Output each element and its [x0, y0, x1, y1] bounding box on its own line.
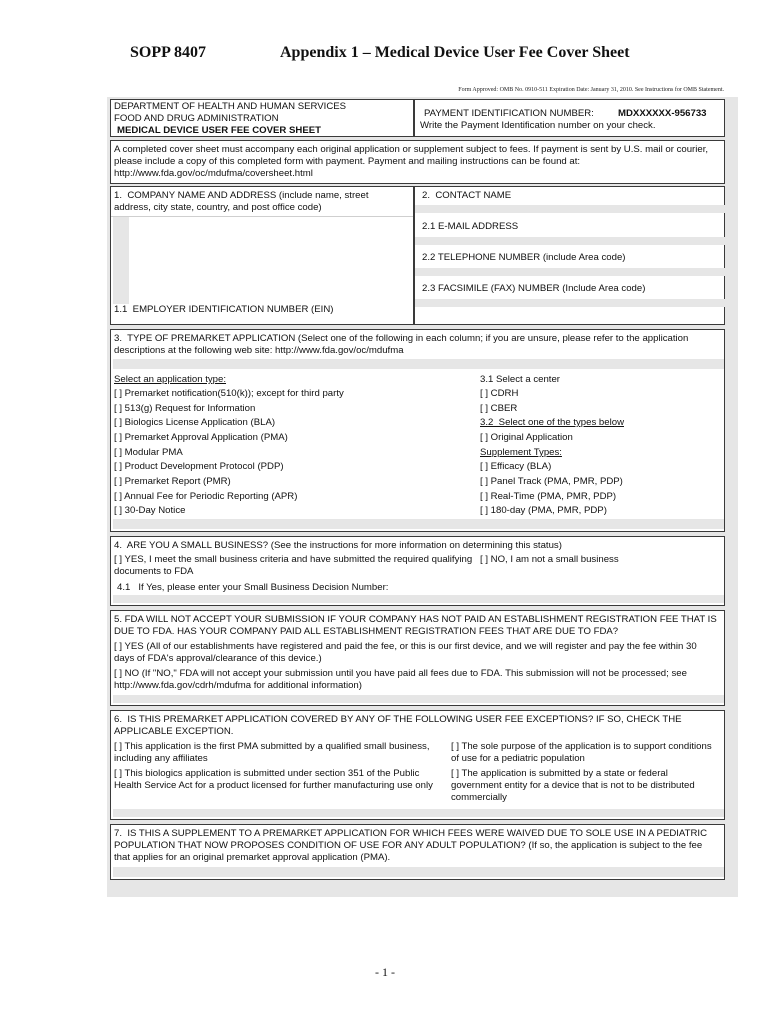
company-contact-section	[110, 186, 725, 325]
email-label: 2.1 E-MAIL ADDRESS	[422, 221, 519, 232]
registration-fee-yes[interactable]: [ ] YES (All of our establishments have registered and paid the fee, or this is our first device, and we will register and pay the fee within 30 days of FDA's approval/clearance of this device.)	[114, 641, 700, 664]
registration-fee-no[interactable]: [ ] NO (If "NO," FDA will not accept your submission until you have paid all fees due to FDA. This submission will not be processed; see http://www.fda.gov/cdrh/mdufma for additional information)	[114, 668, 690, 691]
center-title: 3.1 Select a center	[480, 374, 560, 385]
app-type-pmr[interactable]: [ ] Premarket Report (PMR)	[114, 476, 231, 487]
page-title: Appendix 1 – Medical Device User Fee Cover Sheet	[280, 44, 630, 61]
omb-statement: Form Approved: OMB No. 0910-511 Expiration Date: January 31, 2010. See Instructions for OMB Statement.	[458, 87, 724, 93]
center-cdrh[interactable]: [ ] CDRH	[480, 388, 519, 399]
app-type-pma[interactable]: [ ] Premarket Approval Application (PMA)	[114, 432, 288, 443]
company-name-label: 1. COMPANY NAME AND ADDRESS (include name, street address, city state, country, and post office code)	[114, 190, 372, 213]
contact-name-label: 2. CONTACT NAME	[422, 190, 512, 201]
cover-sheet-form	[107, 97, 738, 897]
pediatric-supplement-heading: 7. IS THIS A SUPPLEMENT TO A PREMARKET APPLICATION FOR WHICH FEES WERE WAIVED DUE TO SOLE USE IN A PEDIATRIC POPULATION THAT NOW PROPOSES CONDITION OF USE FOR ANY ADULT POPULATION? (If so, the application is subject to the fee that applies for an original premarket approval application (PMA).	[114, 828, 710, 863]
sopp-number: SOPP 8407	[130, 44, 207, 61]
supp-panel-track[interactable]: [ ] Panel Track (PMA, PMR, PDP)	[480, 476, 623, 487]
application-type-heading: 3. TYPE OF PREMARKET APPLICATION (Select one of the following in each column; if you are unsure, please refer to the application descriptions at the following web site: http://www.fda.gov/oc/mdufma	[114, 333, 691, 356]
payment-id-label: PAYMENT IDENTIFICATION NUMBER:	[424, 108, 594, 119]
ein-label: 1.1 EMPLOYER IDENTIFICATION NUMBER (EIN)	[114, 304, 334, 315]
exception-biologics-351[interactable]: [ ] This biologics application is submitted under section 351 of the Public Health Service Act for a product licensed for further manufacturing use only	[114, 768, 433, 791]
supplement-types-title: Supplement Types:	[480, 447, 562, 458]
agency-dept: DEPARTMENT OF HEALTH AND HUMAN SERVICES	[114, 101, 347, 112]
small-business-yes[interactable]: [ ] YES, I meet the small business criteria and have submitted the required qualifying documents to FDA	[114, 554, 475, 577]
center-cber[interactable]: [ ] CBER	[480, 403, 518, 414]
supp-180day[interactable]: [ ] 180-day (PMA, PMR, PDP)	[480, 505, 607, 516]
type-original[interactable]: [ ] Original Application	[480, 432, 573, 443]
app-type-pdp[interactable]: [ ] Product Development Protocol (PDP)	[114, 461, 284, 472]
app-type-bla[interactable]: [ ] Biologics License Application (BLA)	[114, 417, 276, 428]
fee-exceptions-heading: 6. IS THIS PREMARKET APPLICATION COVERED BY ANY OF THE FOLLOWING USER FEE EXCEPTIONS? IF SO, CHECK THE APPLICABLE EXCEPTION.	[114, 714, 684, 737]
exception-small-business-pma[interactable]: [ ] This application is the first PMA submitted by a qualified small business, including any affiliates	[114, 741, 433, 764]
payment-id-note: Write the Payment Identification number on your check.	[420, 120, 656, 131]
application-type-section	[110, 329, 725, 532]
registration-fee-heading: 5. FDA WILL NOT ACCEPT YOUR SUBMISSION IF YOUR COMPANY HAS NOT PAID AN ESTABLISHMENT REGISTRATION FEE THAT IS DUE TO FDA. HAS YOUR COMPANY PAID ALL ESTABLISHMENT REGISTRATION FEES THAT ARE DUE TO FDA?	[114, 614, 720, 637]
telephone-label: 2.2 TELEPHONE NUMBER (include Area code)	[422, 252, 626, 263]
agency-fda: FOOD AND DRUG ADMINISTRATION	[114, 113, 279, 124]
supp-efficacy[interactable]: [ ] Efficacy (BLA)	[480, 461, 552, 472]
registration-fee-section	[110, 610, 725, 706]
types-title: 3.2 Select one of the types below	[480, 417, 624, 428]
intro-text: A completed cover sheet must accompany each original application or supplement subject to fees. If payment is sent by U.S. mail or courier, please include a copy of this completed form with payment. Payment and mailing instructions can be found at: http://www.fda.gov/oc/mdufma/coversheet.html	[114, 144, 711, 179]
app-type-513g[interactable]: [ ] 513(g) Request for Information	[114, 403, 256, 414]
small-business-decision: 4.1 If Yes, please enter your Small Business Decision Number:	[117, 582, 389, 593]
form-name: MEDICAL DEVICE USER FEE COVER SHEET	[117, 125, 321, 136]
supp-real-time[interactable]: [ ] Real-Time (PMA, PMR, PDP)	[480, 491, 617, 502]
application-type-title: Select an application type:	[114, 374, 227, 385]
small-business-heading: 4. ARE YOU A SMALL BUSINESS? (See the instructions for more information on determining this status)	[114, 540, 562, 551]
fee-exceptions-section	[110, 710, 725, 820]
intro-section	[110, 140, 725, 184]
app-type-510k[interactable]: [ ] Premarket notification(510(k)); except for third party	[114, 388, 344, 399]
payment-id-number: MDXXXXXX-956733	[618, 108, 707, 119]
pediatric-supplement-section	[110, 824, 725, 880]
small-business-no[interactable]: [ ] NO, I am not a small business	[480, 554, 619, 565]
fax-label: 2.3 FACSIMILE (FAX) NUMBER (Include Area code)	[422, 283, 646, 294]
app-type-modular-pma[interactable]: [ ] Modular PMA	[114, 447, 183, 458]
page-number: - 1 -	[375, 965, 395, 979]
app-type-apr[interactable]: [ ] Annual Fee for Periodic Reporting (APR)	[114, 491, 298, 502]
exception-government[interactable]: [ ] The application is submitted by a state or federal government entity for a device that is not to be distributed commercially	[451, 768, 698, 803]
agency-section	[110, 99, 725, 137]
small-business-section	[110, 536, 725, 606]
app-type-30day[interactable]: [ ] 30-Day Notice	[114, 505, 186, 516]
exception-pediatric[interactable]: [ ] The sole purpose of the application is to support conditions of use for a pediatric population	[451, 741, 715, 764]
